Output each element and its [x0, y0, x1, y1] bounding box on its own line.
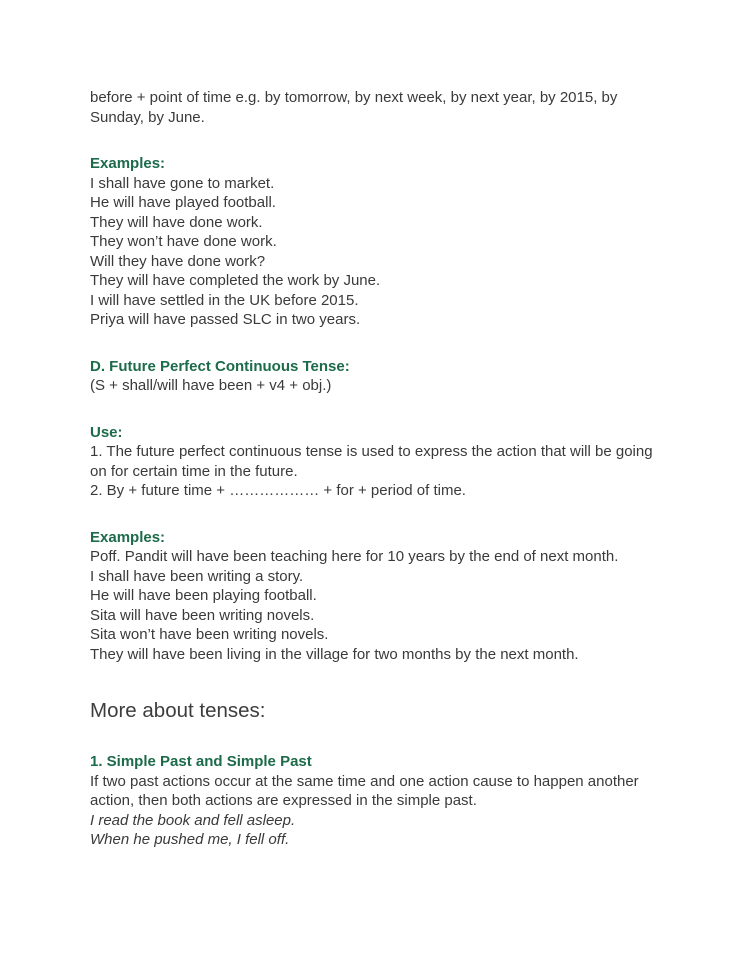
- use-item-line: 2. By + future time + ……………… + for + period of time.: [90, 482, 466, 499]
- use-item-line: on for certain time in the future.: [90, 462, 298, 480]
- simple-past-body-line: action, then both actions are expressed in the simple past.: [90, 792, 477, 809]
- example-sentence: They will have been living in the village for two months by the next month.: [90, 645, 579, 663]
- intro-line: before + point of time e.g. by tomorrow, by next week, by next year, by 2015, by: [90, 89, 618, 106]
- formula-line: (S + shall/will have been + v4 + obj.): [90, 377, 332, 394]
- italic-example-line: When he pushed me, I fell off.: [90, 831, 290, 848]
- examples-heading: Examples:: [90, 155, 166, 172]
- example-sentence: Will they have done work?: [90, 252, 266, 270]
- more-about-tenses-title: More about tenses:: [90, 699, 266, 722]
- intro-line: Sunday, by June.: [90, 108, 205, 126]
- example-sentence: They will have completed the work by June.: [90, 272, 381, 289]
- examples-heading: Examples:: [90, 528, 166, 546]
- use-heading: Use:: [90, 423, 123, 441]
- example-sentence: They will have done work.: [90, 213, 263, 231]
- example-sentence: He will have played football.: [90, 194, 276, 211]
- example-sentence: He will have been playing football.: [90, 587, 317, 604]
- example-sentence: I shall have been writing a story.: [90, 567, 304, 585]
- example-sentence: Sita won’t have been writing novels.: [90, 626, 329, 643]
- use-item-line: 1. The future perfect continuous tense is used to express the action that will be going: [90, 443, 653, 460]
- simple-past-heading: 1. Simple Past and Simple Past: [90, 753, 312, 770]
- example-sentence: I shall have gone to market.: [90, 174, 275, 192]
- example-sentence: I will have settled in the UK before 2015.: [90, 291, 359, 309]
- example-sentence: Poff. Pandit will have been teaching here for 10 years by the end of next month.: [90, 548, 619, 565]
- italic-example-line: I read the book and fell asleep.: [90, 811, 296, 829]
- example-sentence: Priya will have passed SLC in two years.: [90, 311, 361, 328]
- example-sentence: They won’t have done work.: [90, 233, 277, 250]
- simple-past-body-line: If two past actions occur at the same time and one action cause to happen another: [90, 772, 639, 790]
- example-sentence: Sita will have been writing novels.: [90, 606, 315, 624]
- section-d-heading: D. Future Perfect Continuous Tense:: [90, 357, 350, 375]
